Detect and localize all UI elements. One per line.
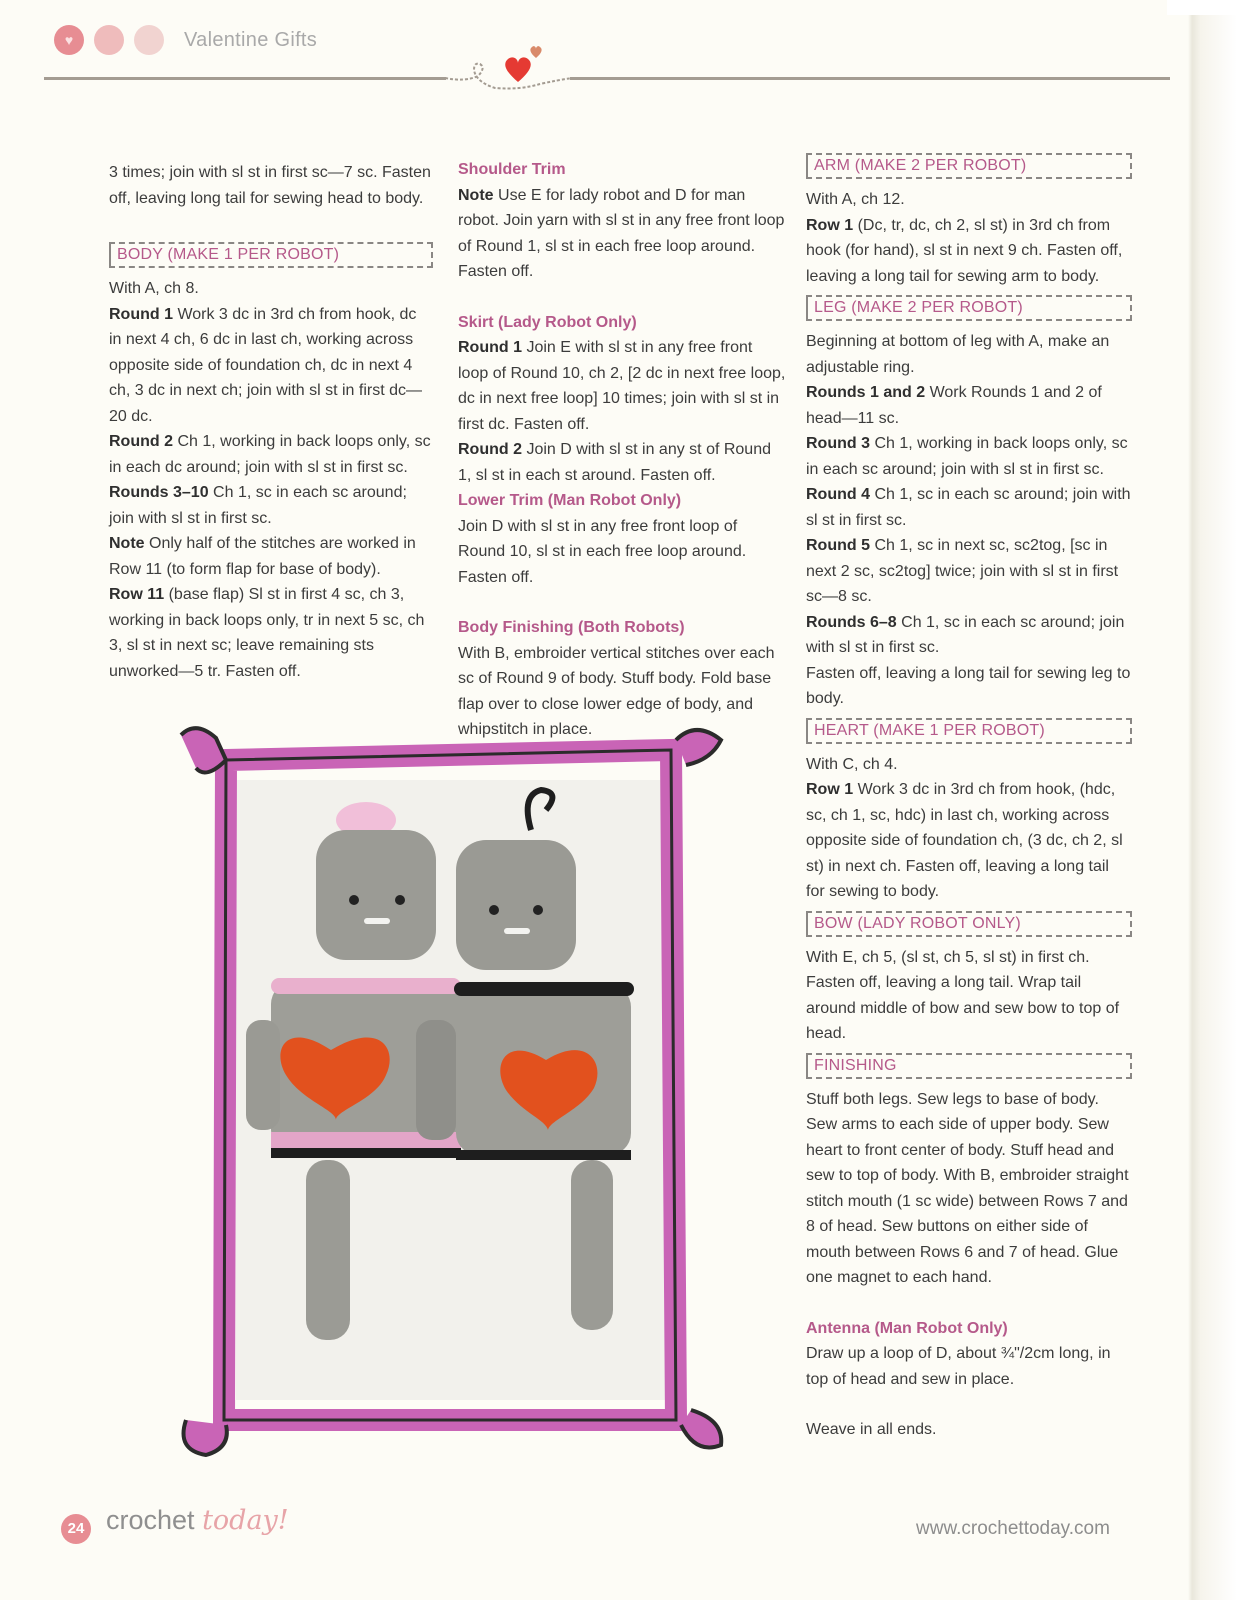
hearts-swirl-icon [440,38,575,98]
instruction: Round 1 Join E with sl st in any free front loop of Round 10, ch 2, [2 dc in next free loop, dc in next free loop] 10 times; join with sl st in first dc. Fasten off. [458,339,786,433]
heart-section-header: HEART (MAKE 1 PER ROBOT) [806,718,1132,744]
page-number: 24 [61,1514,91,1544]
section-title: Valentine Gifts [184,29,318,51]
finishing-section-header: FINISHING [806,1053,1132,1079]
dot-icon [94,25,124,55]
note: Note Only half of the stitches are worked in Row 11 (to form flap for base of body). [109,535,416,578]
brand-logo: crochet today! [106,1505,289,1536]
leg-end: Fasten off, leaving a long tail for sewing leg to body. [806,664,1131,707]
weave-text: Weave in all ends. [806,1421,937,1438]
intro-text: 3 times; join with sl st in first sc—7 sc. Fasten off, leaving long tail for sewing head to body. [109,164,431,207]
body-section-header: BODY (MAKE 1 PER ROBOT) [109,242,433,268]
note: Note Use E for lady robot and D for man robot. Join yarn with sl st in any free front loop of Round 1, sl st in each free loop around. Fasten off. [458,186,785,280]
bow-section-header: BOW (LADY ROBOT ONLY) [806,911,1132,937]
instruction: Row 1 Work 3 dc in 3rd ch from hook, (hdc, sc, ch 1, sc, hdc) in last ch, working across opposite side of foundation ch, (3 dc, ch 2, sl st) in next ch. Fasten off, leaving a long tail for sewing to body. [806,781,1123,900]
shoulder-trim-title: Shoulder Trim [458,161,566,178]
arm-section-header: ARM (MAKE 2 PER ROBOT) [806,153,1132,179]
page-corner [1167,0,1237,15]
column-3 [806,147,1132,1443]
heart-dot-icon: ♥ [54,25,84,55]
arm-start: With A, ch 12. [806,191,905,208]
header-dots [54,25,164,55]
leg-start: Beginning at bottom of leg with A, make an adjustable ring. [806,333,1110,376]
header-rule [570,77,1170,80]
column-2 [458,157,786,743]
body-start: With A, ch 8. [109,280,199,297]
column-1 [109,160,433,684]
lower-trim-text: Join D with sl st in any free front loop of Round 10, sl st in each free loop around. Fasten off. [458,517,747,586]
leg-section-header: LEG (MAKE 2 PER ROBOT) [806,295,1132,321]
instruction: Round 3 Ch 1, working in back loops only, sc in each sc around; join with sl st in first sc. [806,435,1128,478]
antenna-title: Antenna (Man Robot Only) [806,1319,1008,1337]
body-finishing-title: Body Finishing (Both Robots) [458,619,685,636]
instruction: Round 5 Ch 1, sc in next sc, sc2tog, [sc in next 2 sc, sc2tog] twice; join with sl st in first sc—8 sc. [806,537,1119,605]
instruction: Round 2 Ch 1, working in back loops only, sc in each dc around; join with sl st in first sc. [109,433,431,476]
instruction: Row 11 (base flap) Sl st in first 4 sc, ch 3, working in back loops only, tr in next 5 sc, ch 3, sl st in next sc; leave remaining sts unworked—5 tr. Fasten off. [109,586,425,680]
heart-start: With C, ch 4. [806,755,898,773]
lower-trim-title: Lower Trim (Man Robot Only) [458,492,682,509]
instruction: Rounds 6–8 Ch 1, sc in each sc around; join with sl st in first sc. [806,613,1125,656]
dot-icon [134,25,164,55]
finishing-text: Stuff both legs. Sew legs to base of body. Sew arms to each side of upper body. Sew heart to front center of body. Stuff head and sew to top of body. With B, embroider straight stitch mouth (1 sc wide) between Rows 7 and 8 of head. Sew buttons on either side of mouth between Rows 6 and 7 of head. Glue one magnet to each hand. [806,1090,1129,1286]
page-edge-shadow [1167,15,1237,1600]
instruction: Rounds 1 and 2 Work Rounds 1 and 2 of head—11 sc. [806,384,1102,427]
instruction: Round 4 Ch 1, sc in each sc around; join with sl st in first sc. [806,486,1131,529]
instruction: Rounds 3–10 Ch 1, sc in each sc around; join with sl st in first sc. [109,484,407,527]
body-finishing-text: With B, embroider vertical stitches over each sc of Round 9 of body. Stuff body. Fold base flap over to close lower edge of body, and whipstitch in place. [458,644,775,738]
instruction: Round 1 Work 3 dc in 3rd ch from hook, dc in next 4 ch, 6 dc in last ch, working across opposite side of foundation ch, dc in next 4 ch, 3 dc in next ch; join with sl st in first dc—20 dc. [109,305,423,425]
header-rule [44,77,446,80]
website-url: www.crochettoday.com [916,1518,1110,1539]
bow-text: With E, ch 5, (sl st, ch 5, sl st) in first ch. Fasten off, leaving a long tail. Wrap tail around middle of bow and sew bow to top of head. [806,948,1120,1042]
instruction: Round 2 Join D with sl st in any st of Round 1, sl st in each st around. Fasten off. [458,441,771,484]
robots-photo [176,720,726,1458]
instruction: Row 1 (Dc, tr, dc, ch 2, sl st) in 3rd ch from hook (for hand), sl st in next 9 ch. Fasten off, leaving a long tail for sewing arm to body. [806,216,1123,285]
skirt-title: Skirt (Lady Robot Only) [458,313,637,331]
antenna-text: Draw up a loop of D, about ¾"/2cm long, in top of head and sew in place. [806,1345,1111,1388]
